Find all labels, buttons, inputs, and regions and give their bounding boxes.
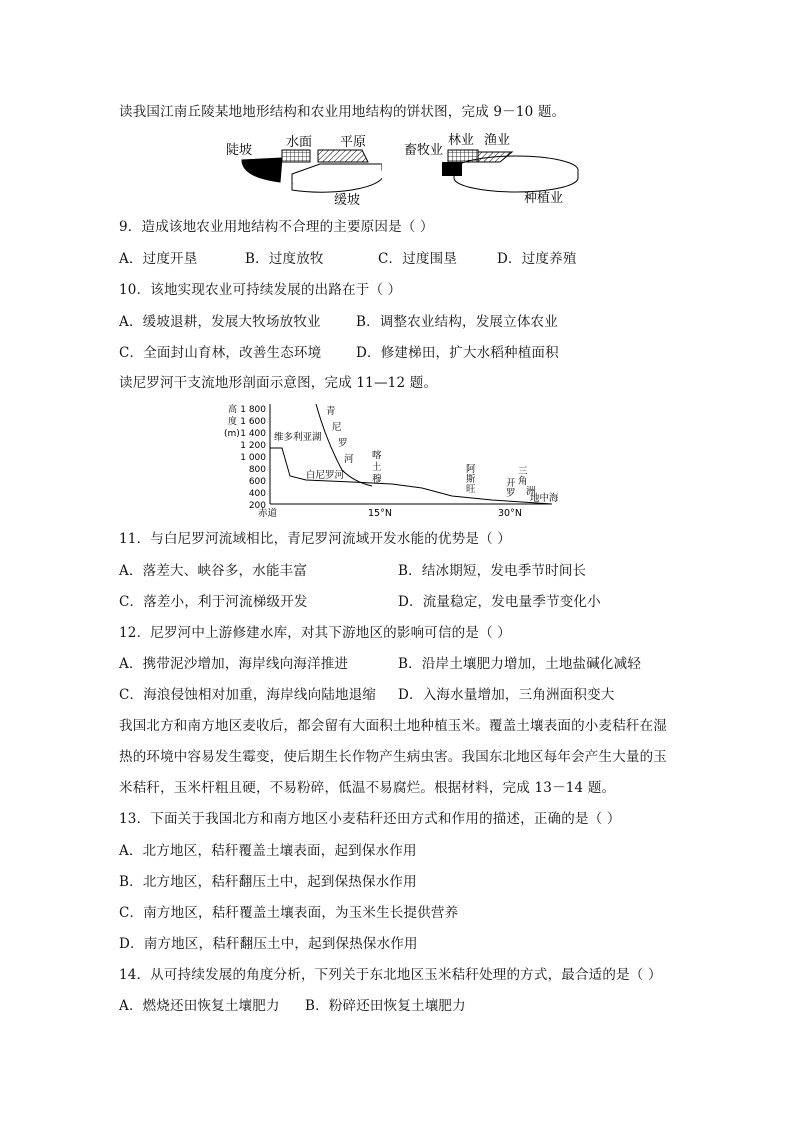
cairo-label-2: 罗	[506, 488, 516, 499]
nile-profile-diagram	[222, 400, 567, 520]
passage-line-1: 我国北方和南方地区麦收后，都会留有大面积土地种植玉米。覆盖土壤表面的小麦秸秆在湿	[119, 718, 667, 734]
landuse-pie-chart	[404, 128, 584, 210]
water-label: 水面	[286, 135, 313, 150]
aswan-label-1: 阿	[466, 464, 476, 475]
q10-stem: 10．该地实现农业可持续发展的出路在于（ ）	[119, 282, 402, 298]
plain-label: 平原	[340, 135, 367, 150]
q10-option-d: D．修建梯田，扩大水稻种植面积	[356, 345, 559, 361]
aswan-label-3: 旺	[466, 484, 476, 495]
q13-option-a: A．北方地区，秸秆覆盖土壤表面，起到保水作用	[119, 843, 417, 859]
q11-option-d: D．流量稳定，发电量季节变化小	[398, 594, 601, 610]
q12-option-d: D．入海水量增加，三角洲面积变大	[398, 687, 615, 703]
q9-stem: 9．造成该地农业用地结构不合理的主要原因是（ ）	[119, 219, 434, 235]
q11-option-a: A．落差大、峡谷多，水能丰富	[119, 563, 308, 579]
q12-option-a: A．携带泥沙增加，海岸线向海洋推进	[119, 656, 349, 672]
blue-nile-label-1: 青	[326, 406, 336, 417]
y-tick-400: 400	[248, 489, 266, 499]
q14-stem: 14．从可持续发展的角度分析，下列关于东北地区玉米秸秆处理的方式，最合适的是（ ）	[119, 967, 662, 983]
q10-option-a: A．缓坡退耕，发展大牧场放牧业	[119, 314, 321, 330]
axis-title-1: 高	[228, 405, 238, 415]
fishery-label: 渔业	[484, 133, 511, 148]
q13-option-b: B．北方地区，秸秆翻压土中，起到保热保水作用	[119, 874, 417, 890]
delta-label-2: 角	[518, 476, 528, 487]
steep-slope-slice	[242, 158, 282, 182]
khartoum-label-2: 土	[372, 462, 382, 473]
blue-nile-label-3: 罗	[338, 438, 348, 449]
y-tick-1000: 1 000	[240, 453, 266, 463]
q13-stem: 13．下面关于我国北方和南方地区小麦秸秆还田方式和作用的描述，正确的是（ ）	[119, 811, 621, 827]
gentle-label: 缓坡	[334, 193, 361, 208]
cairo-label-1: 开	[506, 478, 516, 489]
y-tick-1400: 1 400	[240, 429, 266, 439]
q9-option-c: C．过度围垦	[378, 251, 458, 267]
y-tick-1600: 1 600	[240, 417, 266, 427]
y-tick-800: 800	[248, 465, 266, 475]
q11-option-b: B．结冰期短，发电季节时间长	[398, 563, 587, 579]
forestry-label: 林业	[448, 133, 475, 148]
khartoum-label-3: 穆	[372, 474, 382, 485]
q10-option-c: C．全面封山育林，改善生态环境	[119, 345, 322, 361]
lat-30n-label: 30°N	[498, 508, 522, 519]
khartoum-label-1: 喀	[372, 450, 382, 461]
steep-label: 陡坡	[226, 143, 253, 158]
y-tick-1800: 1 800	[240, 405, 266, 415]
q13-option-c: C．南方地区，秸秆覆盖土壤表面，为玉米生长提供营养	[119, 905, 459, 921]
q13-option-d: D．南方地区，秸秆翻压土中，起到保热保水作用	[119, 936, 418, 952]
y-tick-1200: 1 200	[240, 441, 266, 451]
q9-option-d: D．过度养殖	[497, 251, 577, 267]
q9-option-a: A．过度开垦	[119, 251, 198, 267]
q12-option-b: B．沿岸土壤肥力增加，土地盐碱化减轻	[398, 656, 642, 672]
livestock-slice	[442, 162, 462, 176]
white-nile-label: 白尼罗河	[306, 470, 345, 481]
plain-slice	[318, 150, 368, 162]
livestock-label: 畜牧业	[404, 143, 444, 158]
y-tick-600: 600	[248, 477, 266, 487]
axis-title-2: 度	[228, 417, 238, 427]
equator-label: 赤道	[258, 508, 278, 519]
q11-option-c: C．落差小，利于河流梯级开发	[119, 594, 308, 610]
q10-option-b: B．调整农业结构，发展立体农业	[356, 314, 558, 330]
blue-nile-label-4: 河	[344, 454, 354, 465]
med-label: 地中海	[530, 493, 559, 504]
lat-15n-label: 15°N	[368, 508, 392, 519]
passage-line-2: 热的环境中容易发生霉变，使后期生长作物产生病虫害。我国东北地区每年会产生大量的玉	[119, 749, 667, 765]
crops-label: 种植业	[524, 191, 564, 206]
y-tick-200: 200	[248, 501, 266, 511]
axis-title-3: (m)	[224, 429, 240, 439]
intro-text-11-12: 读尼罗河干支流地形剖面示意图，完成 11—12 题。	[119, 375, 438, 391]
delta-label-1: 三	[518, 466, 528, 477]
terrain-pie-chart	[222, 132, 382, 212]
blue-nile-label-2: 尼	[332, 422, 342, 433]
q12-option-c: C．海浪侵蚀相对加重，海岸线向陆地退缩	[119, 687, 377, 703]
aswan-label-2: 斯	[466, 474, 476, 485]
forestry-slice	[448, 150, 478, 162]
passage-line-3: 米秸秆，玉米杆粗且硬，不易粉碎，低温不易腐烂。根据材料，完成 13－14 题。	[119, 780, 616, 796]
q12-stem: 12．尼罗河中上游修建水库，对其下游地区的影响可信的是（ ）	[119, 625, 511, 641]
victoria-label: 维多利亚湖	[274, 432, 322, 443]
water-slice	[282, 150, 310, 162]
delta-label-3: 洲	[526, 486, 536, 497]
intro-text-9-10: 读我国江南丘陵某地地形结构和农业用地结构的饼状图，完成 9－10 题。	[119, 104, 566, 120]
q11-stem: 11．与白尼罗河流域相比，青尼罗河流域开发水能的优势是（ ）	[119, 531, 511, 547]
q14-option-b: B．粉碎还田恢复土壤肥力	[305, 998, 466, 1014]
q14-option-a: A．燃烧还田恢复土壤肥力	[119, 998, 280, 1014]
q9-option-b: B．过度放牧	[245, 251, 324, 267]
